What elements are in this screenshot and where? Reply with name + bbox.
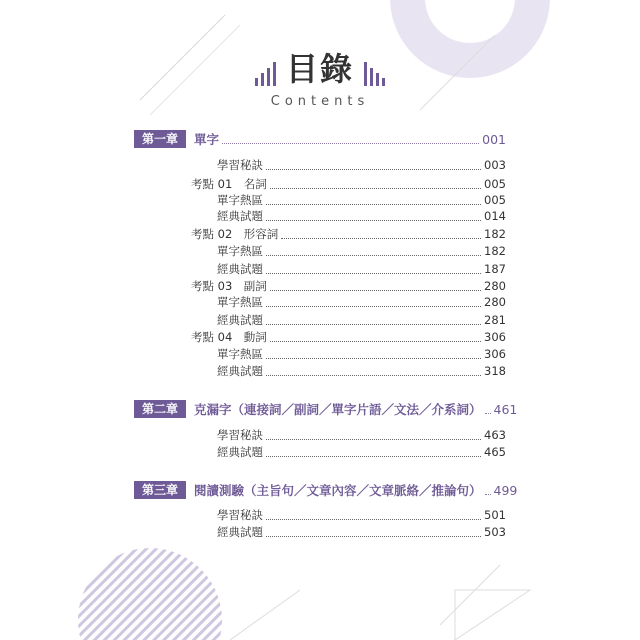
toc-entry[interactable] — [217, 243, 506, 259]
toc-entry[interactable] — [217, 346, 506, 362]
entry-page: 306 — [484, 330, 506, 344]
entry-label: 單字熱區 — [217, 295, 263, 309]
entry-label: 學習秘訣 — [217, 158, 263, 172]
entry-label: 單字熱區 — [217, 193, 263, 207]
entry-label: 考點 03 副詞 — [191, 279, 267, 293]
toc-entry[interactable] — [191, 226, 506, 242]
entry-page: 280 — [484, 295, 506, 309]
chapter-title: 克漏字（連接詞／副詞／單字片語／文法／介系詞） — [194, 402, 482, 417]
entry-page: 005 — [484, 177, 506, 191]
toc-entry[interactable] — [191, 176, 506, 192]
entry-page: 182 — [484, 227, 506, 241]
entry-label: 經典試題 — [217, 209, 263, 223]
entry-label: 單字熱區 — [217, 244, 263, 258]
entry-label: 經典試題 — [217, 525, 263, 539]
dot-leader — [270, 290, 481, 291]
entry-page: 003 — [484, 158, 506, 172]
entry-page: 281 — [484, 313, 506, 327]
entry-page: 187 — [484, 262, 506, 276]
chapter-page: 499 — [493, 482, 518, 498]
entry-page: 463 — [484, 428, 506, 442]
dot-leader — [266, 439, 481, 440]
entry-page: 014 — [484, 209, 506, 223]
entry-page: 503 — [484, 525, 506, 539]
entry-label: 經典試題 — [217, 445, 263, 459]
dot-leader — [266, 375, 481, 376]
dot-leader — [266, 220, 481, 221]
entry-page: 501 — [484, 508, 506, 522]
toc-entry[interactable] — [217, 157, 506, 173]
toc-entry[interactable] — [217, 312, 506, 328]
entry-label: 考點 01 名詞 — [191, 177, 267, 191]
dot-leader — [266, 169, 481, 170]
entry-label: 學習秘訣 — [217, 508, 263, 522]
bar-icon-left — [255, 60, 276, 86]
toc-entry[interactable] — [217, 294, 506, 310]
dot-leader — [266, 306, 481, 307]
chapter-tag: 第三章 — [134, 481, 186, 499]
toc-entry[interactable] — [217, 208, 506, 224]
dot-leader — [485, 494, 491, 495]
chapter-title: 閱讀測驗（主旨句／文章內容／文章脈絡／推論句） — [194, 483, 482, 498]
entry-page: 318 — [484, 364, 506, 378]
dot-leader — [266, 519, 481, 520]
chapter-title: 單字 — [194, 132, 220, 147]
entry-label: 學習秘訣 — [217, 428, 263, 442]
entry-label: 考點 02 形容詞 — [191, 227, 279, 241]
entry-page: 280 — [484, 279, 506, 293]
chapter-1-heading[interactable] — [134, 130, 506, 148]
toc-entry[interactable] — [217, 261, 506, 277]
bar-icon-right — [364, 60, 385, 86]
entry-label: 考點 04 動詞 — [191, 330, 267, 344]
toc-entry[interactable] — [217, 524, 506, 540]
entry-label: 經典試題 — [217, 313, 263, 327]
dot-leader — [266, 324, 481, 325]
chapter-page: 001 — [482, 131, 506, 147]
entry-label: 經典試題 — [217, 262, 263, 276]
dot-leader — [270, 188, 481, 189]
chapter-3-heading[interactable] — [134, 481, 518, 499]
dot-leader — [266, 536, 481, 537]
entry-page: 306 — [484, 347, 506, 361]
chapter-2-heading[interactable] — [134, 400, 518, 418]
entry-label: 經典試題 — [217, 364, 263, 378]
toc-entry[interactable] — [217, 444, 506, 460]
toc-entry[interactable] — [191, 329, 506, 345]
toc-entry[interactable] — [217, 192, 506, 208]
entry-page: 465 — [484, 445, 506, 459]
page-subtitle: Contents — [270, 94, 370, 109]
dot-leader — [266, 204, 481, 205]
entry-label: 單字熱區 — [217, 347, 263, 361]
entry-page: 005 — [484, 193, 506, 207]
page-title: 目錄 — [285, 50, 354, 88]
toc-entry[interactable] — [217, 507, 506, 523]
chapter-page: 461 — [493, 401, 518, 417]
dot-leader — [270, 341, 481, 342]
dot-leader — [281, 238, 481, 239]
entry-page: 182 — [484, 244, 506, 258]
chapter-tag: 第二章 — [134, 400, 186, 418]
dot-leader — [266, 358, 481, 359]
toc-header — [0, 52, 640, 109]
dot-leader — [266, 273, 481, 274]
chapter-tag: 第一章 — [134, 130, 186, 148]
toc-entry[interactable] — [191, 278, 506, 294]
dot-leader — [266, 255, 481, 256]
toc-entry[interactable] — [217, 363, 506, 379]
dot-leader — [485, 413, 491, 414]
dot-leader — [266, 456, 481, 457]
toc-entry[interactable] — [217, 427, 506, 443]
dot-leader — [222, 143, 479, 144]
